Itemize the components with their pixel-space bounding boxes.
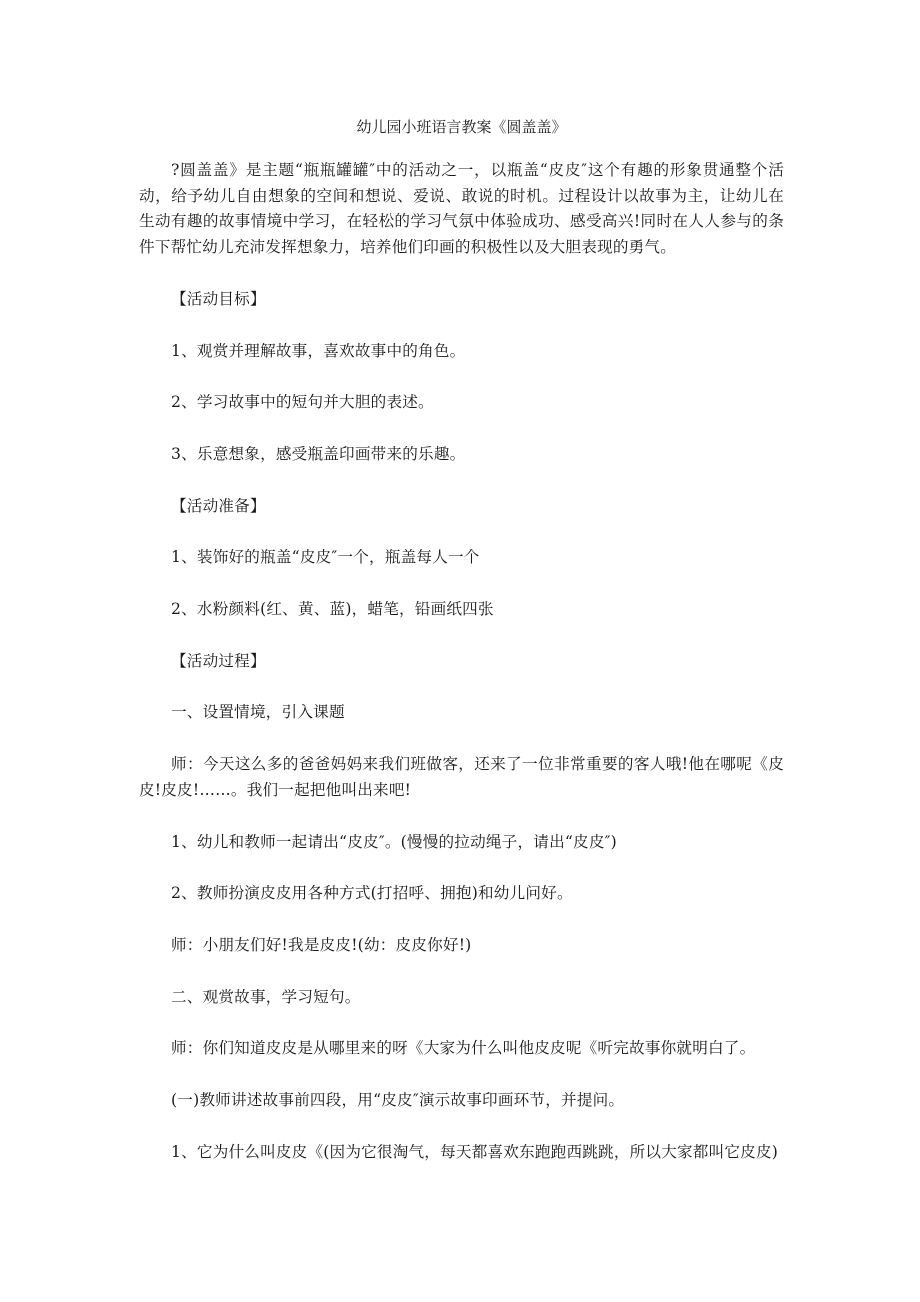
- process-step: 二、观赏故事，学习短句。: [171, 987, 361, 1006]
- teacher-dialogue: 师：你们知道皮皮是从哪里来的呀《大家为什么叫他皮皮呢《听完故事你就明白了。: [171, 1039, 756, 1058]
- process-step: 一、设置情境，引入课题: [171, 703, 345, 722]
- process-item: 2、教师扮演皮皮用各种方式(打招呼、拥抱)和幼儿问好。: [171, 884, 573, 903]
- section-heading-process: 【活动过程】: [171, 651, 266, 670]
- intro-paragraph: ?圆盖盖》是主题“瓶瓶罐罐″中的活动之一，以瓶盖“皮皮″这个有趣的形象贯通整个活动，给予幼儿自由想象的空间和想说、爱说、敢说的时机。过程设计以故事为主，让幼儿在生动有趣的故事情境中学习，在轻松的学习气氛中体验成功、感受高兴!同时在人人参与的条件下帮忙幼儿充沛发挥想象力，培养他们印画的积极性以及大胆表现的勇气。: [139, 161, 784, 257]
- process-substep: (一)教师讲述故事前四段，用“皮皮″演示故事印画环节，并提问。: [171, 1091, 625, 1110]
- process-item: 1、幼儿和教师一起请出“皮皮″。(慢慢的拉动绳子，请出“皮皮″): [171, 832, 617, 851]
- goal-item: 2、学习故事中的短句并大胆的表述。: [171, 393, 434, 412]
- teacher-dialogue: 师：今天这么多的爸爸妈妈来我们班做客，还来了一位非常重要的客人哦!他在哪呢《皮皮!皮皮!……。我们一起把他叫出来吧!: [139, 755, 784, 799]
- section-heading-goals: 【活动目标】: [171, 289, 266, 308]
- document-title: 幼儿园小班语言教案《圆盖盖》: [356, 118, 567, 136]
- document-page: [139, 116, 784, 1191]
- goal-item: 1、观赏并理解故事，喜欢故事中的角色。: [171, 341, 466, 360]
- preparation-item: 1、装饰好的瓶盖“皮皮″一个，瓶盖每人一个: [171, 548, 480, 567]
- teacher-dialogue: 师：小朋友们好!我是皮皮!(幼：皮皮你好!): [171, 935, 472, 954]
- process-item: 1、它为什么叫皮皮《(因为它很淘气，每天都喜欢东跑跑西跳跳，所以大家都叫它皮皮): [171, 1142, 779, 1161]
- preparation-item: 2、水粉颜料(红、黄、蓝)，蜡笔，铅画纸四张: [171, 600, 494, 619]
- goal-item: 3、乐意想象，感受瓶盖印画带来的乐趣。: [171, 444, 466, 463]
- section-heading-preparation: 【活动准备】: [171, 496, 266, 515]
